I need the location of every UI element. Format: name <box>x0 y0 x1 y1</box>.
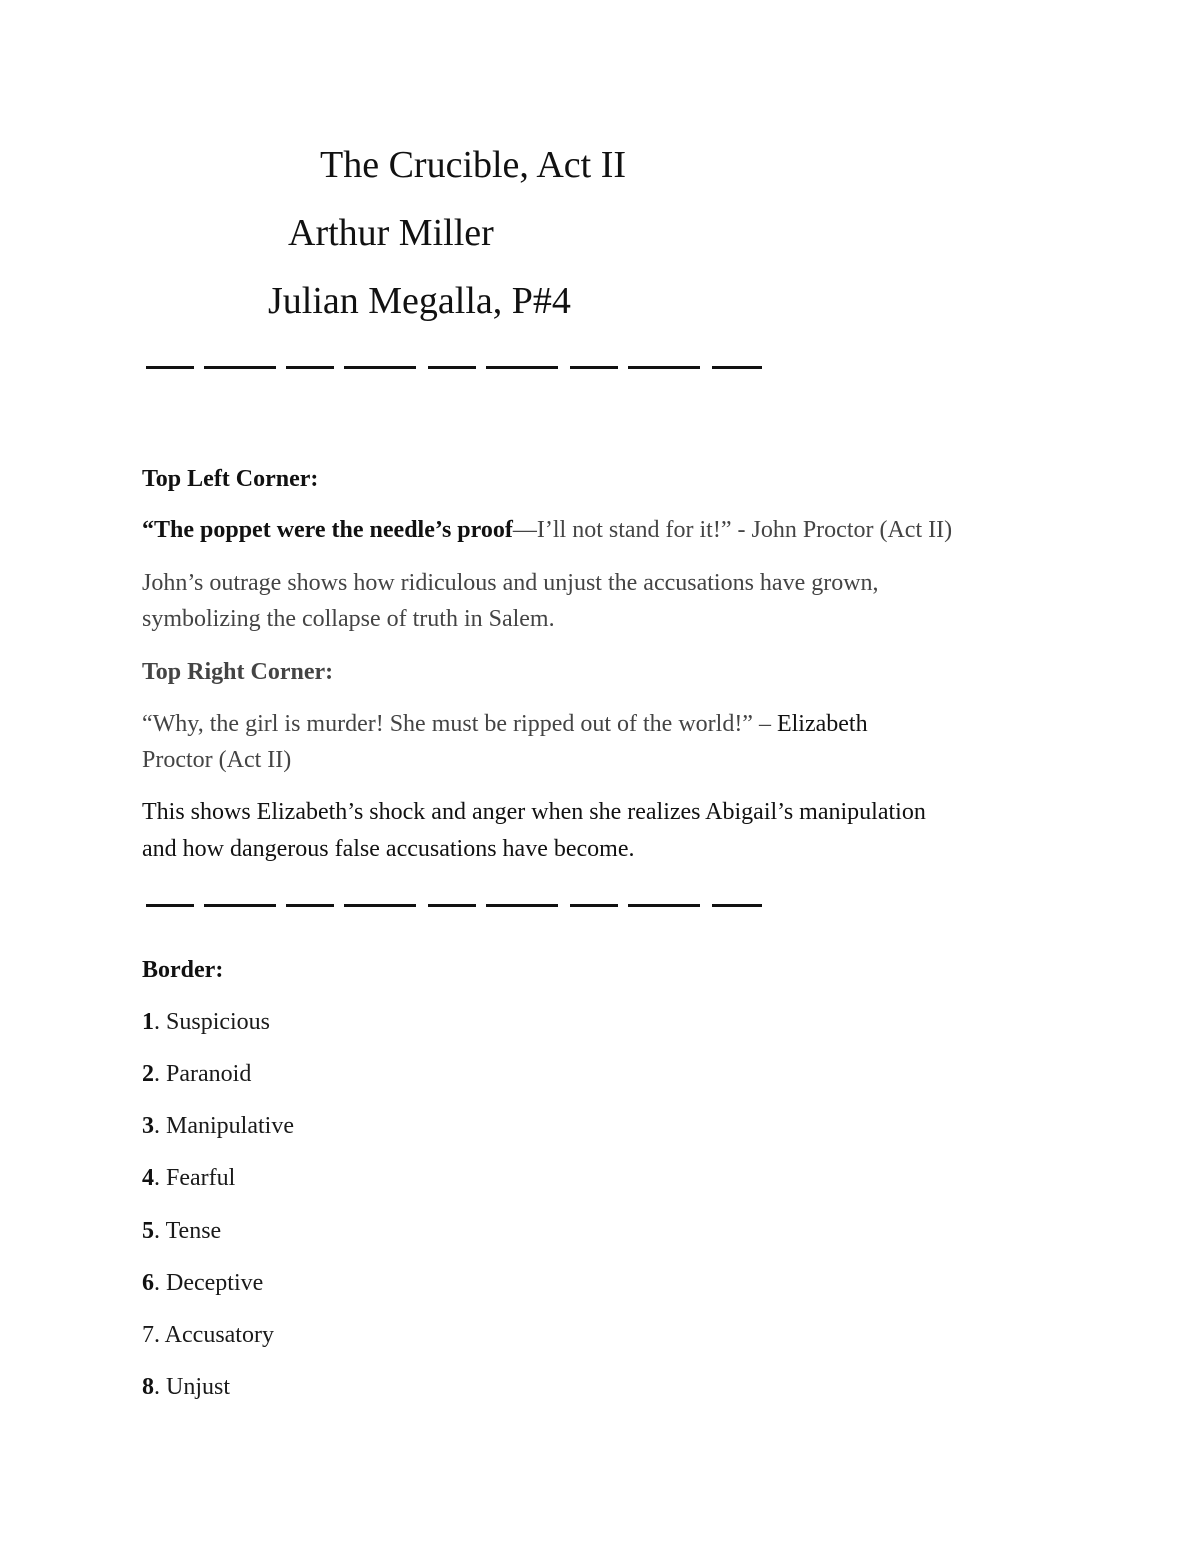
list-item <box>142 1059 251 1089</box>
list-item-number: 4 <box>142 1165 154 1191</box>
top-left-quote <box>142 515 952 545</box>
top-left-analysis-line1: John’s outrage shows how ridiculous and unjust the accusations have grown, <box>142 570 879 596</box>
student-name: Julian Megalla, P#4 <box>268 280 571 322</box>
list-item-word: . Suspicious <box>154 1009 271 1035</box>
list-item-number: 5 <box>142 1218 154 1244</box>
top-left-analysis-line2: symbolizing the collapse of truth in Salem. <box>142 606 555 632</box>
list-item-word: . Accusatory <box>154 1322 274 1348</box>
list-item-number: 8 <box>142 1374 154 1400</box>
list-item-word: . Tense <box>154 1218 222 1244</box>
list-item-number: 7 <box>142 1322 154 1348</box>
top-right-quote-speaker: Elizabeth <box>776 711 868 737</box>
top-right-quote-text: “Why, the girl is murder! She must be ripped out of the world!” – <box>142 711 777 737</box>
top-right-quote-line1 <box>142 709 868 739</box>
list-item <box>142 1163 235 1193</box>
list-item-number: 1 <box>142 1009 154 1035</box>
top-left-quote-end: —I’ll not stand for it!” - John Proctor (Act II) <box>512 517 953 543</box>
list-item <box>142 1372 230 1402</box>
list-item-word: . Paranoid <box>154 1061 252 1087</box>
list-item <box>142 1111 294 1141</box>
border-heading: Border: <box>142 957 224 983</box>
top-right-heading: Top Right Corner: <box>142 659 334 685</box>
document-title: The Crucible, Act II <box>320 144 627 186</box>
list-item-word: . Fearful <box>154 1165 236 1191</box>
list-item-word: . Unjust <box>154 1374 231 1400</box>
list-item-number: 2 <box>142 1061 154 1087</box>
list-item-number: 6 <box>142 1270 154 1296</box>
list-item <box>142 1268 263 1298</box>
list-item-word: . Manipulative <box>154 1113 294 1139</box>
list-item <box>142 1320 274 1350</box>
list-item-word: . Deceptive <box>154 1270 264 1296</box>
top-left-quote-start: “The poppet were the needle’s proof <box>142 517 513 543</box>
top-right-quote-line2: Proctor (Act II) <box>142 747 292 773</box>
top-left-heading: Top Left Corner: <box>142 466 319 492</box>
top-right-analysis-line1: This shows Elizabeth’s shock and anger when she realizes Abigail’s manipulation <box>142 799 926 825</box>
list-item <box>142 1216 221 1246</box>
list-item <box>142 1007 270 1037</box>
author-name: Arthur Miller <box>288 212 494 254</box>
list-item-number: 3 <box>142 1113 154 1139</box>
top-right-analysis-line2: and how dangerous false accusations have become. <box>142 836 635 862</box>
